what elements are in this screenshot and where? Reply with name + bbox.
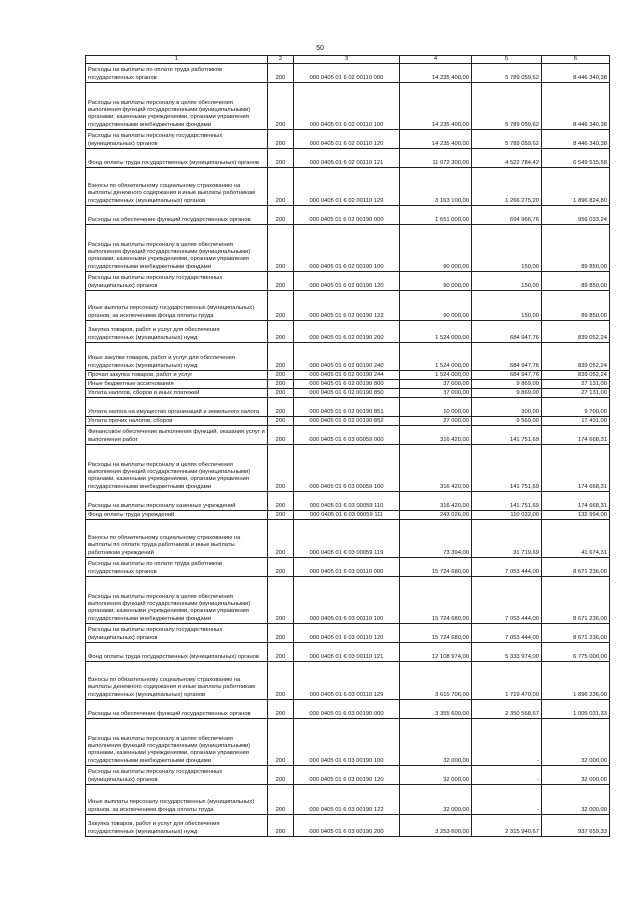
- row-remaining-cell: 174 668,31: [542, 426, 610, 445]
- row-name-cell: Фонд оплаты труда государственных (муниципальных) органов: [86, 643, 268, 662]
- row-remaining-cell: 32 000,00: [542, 719, 610, 766]
- row-admin-code-cell: 200: [268, 719, 294, 766]
- row-remaining-cell: 6 775 000,00: [542, 643, 610, 662]
- row-approved-cell: 90 000,00: [400, 272, 472, 291]
- table-row: [86, 225, 610, 272]
- column-numbers-row: [86, 56, 610, 64]
- row-approved-cell: 1 524 000,00: [400, 321, 472, 343]
- table-row: [86, 785, 610, 815]
- table-row: [86, 662, 610, 700]
- row-admin-code-cell: 200: [268, 389, 294, 398]
- row-approved-cell: 15 724 680,00: [400, 624, 472, 643]
- row-remaining-cell: 17 431,00: [542, 417, 610, 426]
- row-executed-cell: 5 789 059,62: [472, 83, 542, 130]
- row-approved-cell: 90 000,00: [400, 291, 472, 321]
- row-executed-cell: 684 947,76: [472, 321, 542, 343]
- row-name-cell: Иные бюджетные ассигнования: [86, 380, 268, 389]
- table-row: [86, 445, 610, 492]
- row-executed-cell: 7 053 444,00: [472, 577, 542, 624]
- row-name-cell: Расходы на выплаты по оплате труда работников государственных органов: [86, 64, 268, 83]
- row-budget-code-cell: 000 0405 01 6 03 00059 111: [294, 511, 400, 520]
- row-admin-code-cell: 200: [268, 371, 294, 380]
- table-row: [86, 64, 610, 83]
- row-remaining-cell: 956 033,24: [542, 206, 610, 225]
- row-executed-cell: 300,00: [472, 398, 542, 417]
- row-remaining-cell: 132 994,00: [542, 511, 610, 520]
- row-budget-code-cell: 000 0405 01 6 02 00190 122: [294, 291, 400, 321]
- row-executed-cell: 5 333 974,00: [472, 643, 542, 662]
- row-budget-code-cell: 000 0405 01 6 02 00190 244: [294, 371, 400, 380]
- row-name-cell: Расходы на выплаты персоналу в целях обеспечения выполнения функций государственными (муниципальными) органами, казенными учреждениями, органами управления государственными внебюджетными фондами: [86, 83, 268, 130]
- row-remaining-cell: 41 674,31: [542, 520, 610, 558]
- row-remaining-cell: 89 850,00: [542, 272, 610, 291]
- row-name-cell: Расходы на выплаты по оплате труда работников государственных органов: [86, 558, 268, 577]
- table-row: [86, 321, 610, 343]
- row-admin-code-cell: 200: [268, 130, 294, 149]
- row-approved-cell: 1 651 000,00: [400, 206, 472, 225]
- row-executed-cell: 684 947,76: [472, 371, 542, 380]
- row-executed-cell: 1 266 275,20: [472, 168, 542, 206]
- table-row: [86, 577, 610, 624]
- row-budget-code-cell: 000 0405 01 6 02 00190 100: [294, 225, 400, 272]
- row-name-cell: Взносы по обязательному социальному страхованию на выплаты по оплате труда работников и иные выплаты работникам учреждений: [86, 520, 268, 558]
- row-executed-cell: -: [472, 785, 542, 815]
- row-admin-code-cell: 200: [268, 785, 294, 815]
- row-approved-cell: 37 000,00: [400, 389, 472, 398]
- row-admin-code-cell: 200: [268, 445, 294, 492]
- row-approved-cell: 11 072 300,00: [400, 149, 472, 168]
- row-remaining-cell: 839 052,24: [542, 321, 610, 343]
- table-row: [86, 272, 610, 291]
- row-admin-code-cell: 200: [268, 225, 294, 272]
- row-executed-cell: 9 869,00: [472, 380, 542, 389]
- row-remaining-cell: 1 896 236,00: [542, 662, 610, 700]
- row-executed-cell: 31 719,69: [472, 520, 542, 558]
- row-approved-cell: 1 524 000,00: [400, 343, 472, 371]
- row-executed-cell: 150,00: [472, 291, 542, 321]
- row-budget-code-cell: 000 0405 01 6 02 00190 240: [294, 343, 400, 371]
- row-approved-cell: 1 524 000,00: [400, 371, 472, 380]
- row-executed-cell: 4 522 784,42: [472, 149, 542, 168]
- row-budget-code-cell: 000 0405 01 6 02 00110 129: [294, 168, 400, 206]
- row-admin-code-cell: 200: [268, 558, 294, 577]
- row-approved-cell: 32 000,00: [400, 766, 472, 785]
- row-executed-cell: 141 751,69: [472, 426, 542, 445]
- row-budget-code-cell: 000 0405 01 6 03 00059 100: [294, 445, 400, 492]
- row-admin-code-cell: 200: [268, 321, 294, 343]
- table-row: [86, 291, 610, 321]
- row-approved-cell: 14 235 400,00: [400, 64, 472, 83]
- row-approved-cell: 90 000,00: [400, 225, 472, 272]
- row-name-cell: Иные выплаты персоналу государственных (муниципальных) органов, за исключением фонда оплаты труда: [86, 291, 268, 321]
- table-row: [86, 511, 610, 520]
- table-row: [86, 371, 610, 380]
- row-budget-code-cell: 000 0405 01 6 03 00110 129: [294, 662, 400, 700]
- table-row: [86, 398, 610, 417]
- row-name-cell: Расходы на выплаты персоналу казенных учреждений: [86, 492, 268, 511]
- row-remaining-cell: 174 668,31: [542, 492, 610, 511]
- column-header: 6: [542, 56, 610, 64]
- row-approved-cell: 3 615 706,00: [400, 662, 472, 700]
- row-executed-cell: 7 053 444,00: [472, 558, 542, 577]
- row-approved-cell: 27 000,00: [400, 417, 472, 426]
- row-remaining-cell: 8 671 236,00: [542, 624, 610, 643]
- column-header: 5: [472, 56, 542, 64]
- row-approved-cell: 3 355 600,00: [400, 700, 472, 719]
- row-remaining-cell: 839 052,24: [542, 371, 610, 380]
- row-name-cell: Расходы на обеспечение функций государственных органов: [86, 206, 268, 225]
- table-row: [86, 766, 610, 785]
- row-name-cell: Закупка товаров, работ и услуг для обеспечения государственных (муниципальных) нужд: [86, 815, 268, 837]
- row-executed-cell: -: [472, 719, 542, 766]
- row-approved-cell: 32 000,00: [400, 785, 472, 815]
- table-row: [86, 380, 610, 389]
- row-name-cell: Расходы на выплаты персоналу государственных (муниципальных) органов: [86, 130, 268, 149]
- row-budget-code-cell: 000 0405 01 6 03 00059 000: [294, 426, 400, 445]
- row-admin-code-cell: 200: [268, 343, 294, 371]
- row-budget-code-cell: 000 0405 01 6 02 00190 000: [294, 206, 400, 225]
- row-approved-cell: 316 420,00: [400, 426, 472, 445]
- row-budget-code-cell: 000 0405 01 6 02 00190 850: [294, 389, 400, 398]
- table-row: [86, 520, 610, 558]
- table-row: [86, 558, 610, 577]
- row-admin-code-cell: 200: [268, 291, 294, 321]
- row-budget-code-cell: 000 0405 01 6 03 00110 000: [294, 558, 400, 577]
- row-name-cell: Расходы на обеспечение функций государственных органов: [86, 700, 268, 719]
- row-approved-cell: 15 724 680,00: [400, 558, 472, 577]
- row-name-cell: Уплата налогов, сборов и иных платежей: [86, 389, 268, 398]
- row-executed-cell: -: [472, 766, 542, 785]
- column-header: 4: [400, 56, 472, 64]
- table-row: [86, 492, 610, 511]
- row-name-cell: Закупка товаров, работ и услуг для обеспечения государственных (муниципальных) нужд: [86, 321, 268, 343]
- row-executed-cell: 2 350 568,67: [472, 700, 542, 719]
- row-remaining-cell: 937 659,33: [542, 815, 610, 837]
- row-executed-cell: 7 053 444,00: [472, 624, 542, 643]
- row-name-cell: Взносы по обязательному социальному страхованию на выплаты денежного содержания и иные выплаты работникам государственных (муниципальных) органов: [86, 662, 268, 700]
- row-budget-code-cell: 000 0405 01 6 03 00059 119: [294, 520, 400, 558]
- row-approved-cell: 14 235 400,00: [400, 130, 472, 149]
- table-row: [86, 700, 610, 719]
- row-remaining-cell: 32 000,00: [542, 766, 610, 785]
- table-row: [86, 168, 610, 206]
- row-remaining-cell: 27 131,00: [542, 389, 610, 398]
- row-name-cell: Иные выплаты персоналу государственных (муниципальных) органов, за исключением фонда оплаты труда: [86, 785, 268, 815]
- row-budget-code-cell: 000 0405 01 6 02 00110 121: [294, 149, 400, 168]
- row-budget-code-cell: 000 0405 01 6 03 00190 122: [294, 785, 400, 815]
- table-row: [86, 815, 610, 837]
- table-row: [86, 149, 610, 168]
- row-approved-cell: 10 000,00: [400, 398, 472, 417]
- row-name-cell: Расходы на выплаты персоналу в целях обеспечения выполнения функций государственными (муниципальными) органами, казенными учреждениями, органами управления государственными внебюджетными фондами: [86, 445, 268, 492]
- row-admin-code-cell: 200: [268, 206, 294, 225]
- row-budget-code-cell: 000 0405 01 6 02 00110 120: [294, 130, 400, 149]
- row-approved-cell: 3 253 600,00: [400, 815, 472, 837]
- table-row: [86, 343, 610, 371]
- row-name-cell: Расходы на выплаты персоналу в целях обеспечения выполнения функций государственными (муниципальными) органами, казенными учреждениями, органами управления государственными внебюджетными фондами: [86, 225, 268, 272]
- row-budget-code-cell: 000 0405 01 6 02 00190 120: [294, 272, 400, 291]
- row-name-cell: Иные закупки товаров, работ и услуг для обеспечения государственных (муниципальных) нужд: [86, 343, 268, 371]
- row-remaining-cell: 174 668,31: [542, 445, 610, 492]
- row-budget-code-cell: 000 0405 01 6 02 00110 000: [294, 64, 400, 83]
- row-approved-cell: 32 000,00: [400, 719, 472, 766]
- row-remaining-cell: 6 549 515,58: [542, 149, 610, 168]
- row-remaining-cell: 1 896 824,80: [542, 168, 610, 206]
- row-executed-cell: 5 789 059,62: [472, 130, 542, 149]
- row-budget-code-cell: 000 0405 01 6 02 00190 800: [294, 380, 400, 389]
- table-row: [86, 624, 610, 643]
- row-admin-code-cell: 200: [268, 380, 294, 389]
- row-approved-cell: 243 026,00: [400, 511, 472, 520]
- row-admin-code-cell: 200: [268, 64, 294, 83]
- row-remaining-cell: 8 671 236,00: [542, 577, 610, 624]
- row-admin-code-cell: 200: [268, 624, 294, 643]
- row-admin-code-cell: 200: [268, 83, 294, 130]
- row-approved-cell: 316 420,00: [400, 445, 472, 492]
- row-admin-code-cell: 200: [268, 426, 294, 445]
- budget-execution-table: [85, 55, 610, 837]
- row-executed-cell: 150,00: [472, 225, 542, 272]
- row-remaining-cell: 89 850,00: [542, 291, 610, 321]
- row-budget-code-cell: 000 0405 01 6 02 00190 200: [294, 321, 400, 343]
- row-remaining-cell: 839 052,24: [542, 343, 610, 371]
- row-budget-code-cell: 000 0405 01 6 02 00190 851: [294, 398, 400, 417]
- row-budget-code-cell: 000 0405 01 6 02 00190 852: [294, 417, 400, 426]
- row-name-cell: Взносы по обязательному социальному страхованию на выплаты денежного содержания и иные выплаты работникам государственных (муниципальных) органов: [86, 168, 268, 206]
- row-approved-cell: 3 163 100,00: [400, 168, 472, 206]
- row-budget-code-cell: 000 0405 01 6 03 00110 120: [294, 624, 400, 643]
- row-remaining-cell: 8 446 340,38: [542, 64, 610, 83]
- row-name-cell: Фонд оплаты труда учреждений: [86, 511, 268, 520]
- row-approved-cell: 12 108 974,00: [400, 643, 472, 662]
- row-remaining-cell: 27 131,00: [542, 380, 610, 389]
- row-admin-code-cell: 200: [268, 520, 294, 558]
- row-budget-code-cell: 000 0405 01 6 03 00110 121: [294, 643, 400, 662]
- row-executed-cell: 1 719 470,00: [472, 662, 542, 700]
- row-remaining-cell: 89 850,00: [542, 225, 610, 272]
- row-admin-code-cell: 200: [268, 766, 294, 785]
- row-name-cell: Расходы на выплаты персоналу в целях обеспечения выполнения функций государственными (муниципальными) органами, казенными учреждениями, органами управления государственными внебюджетными фондами: [86, 577, 268, 624]
- table-row: [86, 417, 610, 426]
- row-admin-code-cell: 200: [268, 815, 294, 837]
- column-header: 1: [86, 56, 268, 64]
- row-executed-cell: 9 569,00: [472, 417, 542, 426]
- row-admin-code-cell: 200: [268, 700, 294, 719]
- table-row: [86, 206, 610, 225]
- row-admin-code-cell: 200: [268, 643, 294, 662]
- table-row: [86, 719, 610, 766]
- table-body: [86, 64, 610, 837]
- table-row: [86, 643, 610, 662]
- table-row: [86, 389, 610, 398]
- row-admin-code-cell: 200: [268, 492, 294, 511]
- row-name-cell: Расходы на выплаты персоналу государственных (муниципальных) органов: [86, 624, 268, 643]
- row-admin-code-cell: 200: [268, 511, 294, 520]
- page-number: 50: [316, 45, 324, 52]
- row-name-cell: Расходы на выплаты персоналу государственных (муниципальных) органов: [86, 766, 268, 785]
- row-executed-cell: 150,00: [472, 272, 542, 291]
- row-executed-cell: 141 751,69: [472, 492, 542, 511]
- row-admin-code-cell: 200: [268, 662, 294, 700]
- row-admin-code-cell: 200: [268, 417, 294, 426]
- row-approved-cell: 37 000,00: [400, 380, 472, 389]
- row-remaining-cell: 9 700,00: [542, 398, 610, 417]
- row-budget-code-cell: 000 0405 01 6 03 00190 200: [294, 815, 400, 837]
- row-executed-cell: 5 789 059,62: [472, 64, 542, 83]
- row-executed-cell: 110 032,00: [472, 511, 542, 520]
- row-remaining-cell: 32 000,00: [542, 785, 610, 815]
- row-name-cell: Уплата прочих налогов, сборов: [86, 417, 268, 426]
- row-admin-code-cell: 200: [268, 577, 294, 624]
- row-admin-code-cell: 200: [268, 149, 294, 168]
- row-approved-cell: 73 394,00: [400, 520, 472, 558]
- row-name-cell: Прочая закупка товаров, работ и услуг: [86, 371, 268, 380]
- row-approved-cell: 15 724 680,00: [400, 577, 472, 624]
- row-approved-cell: 14 235 400,00: [400, 83, 472, 130]
- row-executed-cell: 694 966,76: [472, 206, 542, 225]
- row-budget-code-cell: 000 0405 01 6 03 00190 100: [294, 719, 400, 766]
- row-budget-code-cell: 000 0405 01 6 02 00110 100: [294, 83, 400, 130]
- row-name-cell: Фонд оплаты труда государственных (муниципальных) органов: [86, 149, 268, 168]
- column-header: 3: [294, 56, 400, 64]
- row-remaining-cell: 1 005 031,33: [542, 700, 610, 719]
- row-remaining-cell: 8 446 340,38: [542, 130, 610, 149]
- row-budget-code-cell: 000 0405 01 6 03 00190 120: [294, 766, 400, 785]
- table-row: [86, 83, 610, 130]
- table-row: [86, 426, 610, 445]
- column-header: 2: [268, 56, 294, 64]
- row-remaining-cell: 8 671 236,00: [542, 558, 610, 577]
- row-name-cell: Финансовое обеспечение выполнения функций, оказания услуг и выполнения работ: [86, 426, 268, 445]
- row-remaining-cell: 8 446 340,38: [542, 83, 610, 130]
- row-executed-cell: 2 315 940,67: [472, 815, 542, 837]
- row-budget-code-cell: 000 0405 01 6 03 00059 110: [294, 492, 400, 511]
- row-name-cell: Уплата налога на имущество организаций и земельного налога: [86, 398, 268, 417]
- row-budget-code-cell: 000 0405 01 6 03 00190 000: [294, 700, 400, 719]
- row-budget-code-cell: 000 0405 01 6 03 00110 100: [294, 577, 400, 624]
- row-name-cell: Расходы на выплаты персоналу в целях обеспечения выполнения функций государственными (муниципальными) органами, казенными учреждениями, органами управления государственными внебюджетными фондами: [86, 719, 268, 766]
- row-admin-code-cell: 200: [268, 168, 294, 206]
- row-name-cell: Расходы на выплаты персоналу государственных (муниципальных) органов: [86, 272, 268, 291]
- row-executed-cell: 141 751,69: [472, 445, 542, 492]
- table-row: [86, 130, 610, 149]
- row-executed-cell: 684 947,76: [472, 343, 542, 371]
- row-executed-cell: 9 869,00: [472, 389, 542, 398]
- row-admin-code-cell: 200: [268, 272, 294, 291]
- row-approved-cell: 316 420,00: [400, 492, 472, 511]
- row-admin-code-cell: 200: [268, 398, 294, 417]
